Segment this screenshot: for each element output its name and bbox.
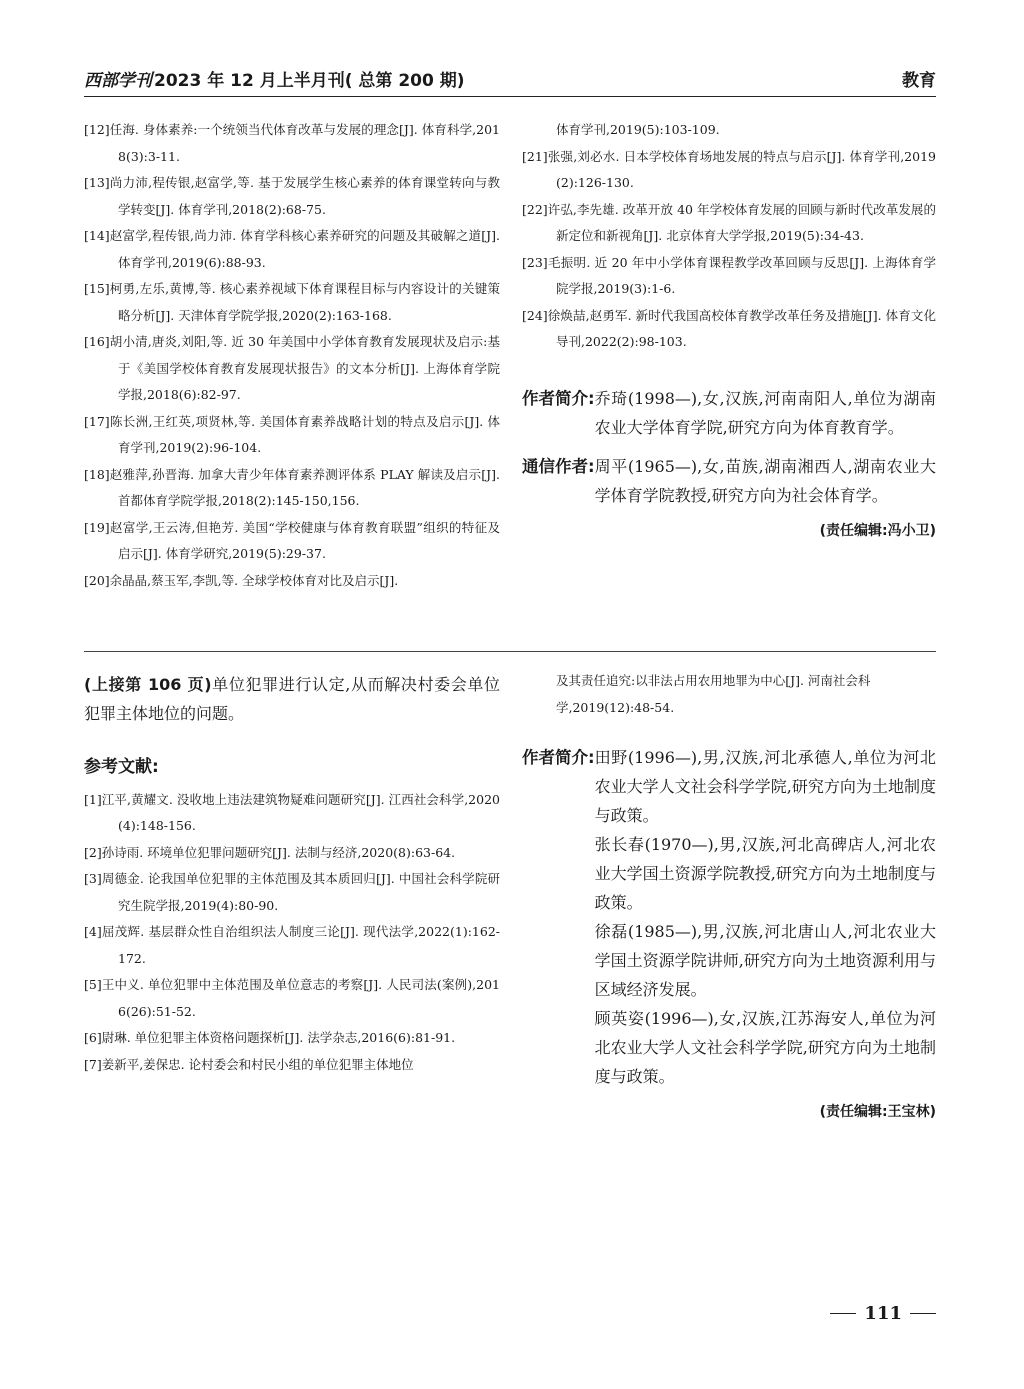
journal-logo: 西部学刊 xyxy=(84,71,152,91)
bottom-right-column xyxy=(522,668,936,1126)
reference-item: [20]余晶晶,蔡玉军,李凯,等. 全球学校体育对比及启示[J]. xyxy=(84,572,399,588)
top-right-column xyxy=(522,117,936,544)
reference-item: [18]赵雅萍,孙晋海. 加拿大青少年体育素养测评体系 PLAY 解读及启示[J]. 首都体育学院学报,2018(2):145-150,156. xyxy=(84,466,500,508)
reference-item: [16]胡小清,唐炎,刘阳,等. 近 30 年美国中小学体育教育发展现状及启示:基于《美国学校体育教育发展现状报告》的文本分析[J]. 上海体育学院学报,2018(6):82-97. xyxy=(84,334,500,402)
corresponding-author-text: 周平(1965—),女,苗族,湖南湘西人,湖南农业大学体育学院教授,研究方向为社会体育学。 xyxy=(594,456,936,505)
reference-item: [21]张强,刘必水. 日本学校体育场地发展的特点与启示[J]. 体育学刊,2019(2):126-130. xyxy=(522,148,936,190)
author-bio-entry: 田野(1996—),男,汉族,河北承德人,单位为河北农业大学人文社会科学学院,研究方向为土地制度与政策。 xyxy=(594,748,936,825)
author-bio xyxy=(522,384,936,442)
author-bio-label: 作者简介: xyxy=(522,388,595,408)
reference-item: [3]周德金. 论我国单位犯罪的主体范围及其本质回归[J]. 中国社会科学院研究生院学报,2019(4):80-90. xyxy=(84,871,500,913)
reference-item: [17]陈长洲,王红英,项贤林,等. 美国体育素养战略计划的特点及启示[J]. 体育学刊,2019(2):96-104. xyxy=(84,413,500,455)
continued-body: 单位犯罪进行认定,从而解决村委会单位犯罪主体地位的问题。 xyxy=(84,675,500,723)
reference-item: [12]任海. 身体素养:一个统领当代体育改革与发展的理念[J]. 体育科学,2018(3):3-11. xyxy=(84,122,500,164)
reference-item: [5]王中义. 单位犯罪中主体范围及单位意志的考察[J]. 人民司法(案例),2016(26):51-52. xyxy=(84,977,500,1019)
reference-item: [4]屈茂辉. 基层群众性自治组织法人制度三论[J]. 现代法学,2022(1):162-172. xyxy=(84,924,500,966)
reference-item: [7]姜新平,姜保忠. 论村委会和村民小组的单位犯罪主体地位 xyxy=(84,1056,414,1072)
reference-item: [23]毛振明. 近 20 年中小学体育课程教学改革回顾与反思[J]. 上海体育学院学报,2019(3):1-6. xyxy=(522,254,936,296)
running-header xyxy=(84,66,936,97)
reference-item: [22]许弘,李先雄. 改革开放 40 年学校体育发展的回顾与新时代改革发展的新定位和新视角[J]. 北京体育大学学报,2019(5):34-43. xyxy=(522,201,936,243)
reference-item: [14]赵富学,程传银,尚力沛. 体育学科核心素养研究的问题及其破解之道[J]. 体育学刊,2019(6):88-93. xyxy=(84,228,500,270)
bottom-left-column xyxy=(84,670,500,1078)
page-number-value: 111 xyxy=(864,1303,902,1324)
author-bio-entry: 顾英姿(1996—),女,汉族,江苏海安人,单位为河北农业大学人文社会科学学院,研究方向为土地制度与政策。 xyxy=(594,1009,936,1086)
reference-item: [13]尚力沛,程传银,赵富学,等. 基于发展学生核心素养的体育课堂转向与教学转变[J]. 体育学刊,2018(2):68-75. xyxy=(84,175,500,217)
corresponding-author-label: 通信作者: xyxy=(522,456,595,476)
journal-title xyxy=(84,66,465,96)
continued-text xyxy=(84,670,500,728)
corresponding-author xyxy=(522,452,936,510)
journal-issue: 2023 年 12 月上半月刊( 总第 200 期) xyxy=(154,71,465,91)
references-heading: 参考文献: xyxy=(84,757,159,777)
reference-continuation: 及其责任追究:以非法占用农用地罪为中心[J]. 河南社会科学,2019(12):48-54. xyxy=(556,673,871,715)
reference-item: [2]孙诗雨. 环境单位犯罪问题研究[J]. 法制与经济,2020(8):63-64. xyxy=(84,844,456,860)
page-number-dash-left xyxy=(830,1313,856,1314)
author-bio-entry: 张长春(1970—),男,汉族,河北高碑店人,河北农业大学国土资源学院教授,研究方向为土地制度与政策。 xyxy=(594,835,936,912)
section-name: 教育 xyxy=(902,71,936,91)
reference-item: [1]江平,黄耀文. 没收地上违法建筑物疑难问题研究[J]. 江西社会科学,2020(4):148-156. xyxy=(84,791,500,833)
page-number-dash-right xyxy=(910,1313,936,1314)
author-bio-entry: 徐磊(1985—),男,汉族,河北唐山人,河北农业大学国土资源学院讲师,研究方向为土地资源利用与区域经济发展。 xyxy=(594,922,936,999)
author-bio-text: 乔琦(1998—),女,汉族,河南南阳人,单位为湖南农业大学体育学院,研究方向为体育教育学。 xyxy=(594,388,936,437)
author-bio-list xyxy=(595,743,936,1091)
reference-item: [24]徐焕喆,赵勇军. 新时代我国高校体育教学改革任务及措施[J]. 体育文化导刊,2022(2):98-103. xyxy=(522,307,936,349)
section-divider xyxy=(84,651,936,652)
reference-item: [19]赵富学,王云涛,但艳芳. 美国“学校健康与体育教育联盟”组织的特征及启示[J]. 体育学研究,2019(5):29-37. xyxy=(84,519,500,561)
continued-from-label: (上接第 106 页) xyxy=(84,675,212,694)
top-left-column xyxy=(84,117,500,594)
author-bio xyxy=(522,743,936,1091)
editor-credit: (责任编辑:冯小卫) xyxy=(819,522,936,539)
editor-credit: (责任编辑:王宝林) xyxy=(819,1104,936,1120)
reference-item: [15]柯勇,左乐,黄博,等. 核心素养视域下体育课程目标与内容设计的关键策略分析[J]. 天津体育学院学报,2020(2):163-168. xyxy=(84,281,500,323)
reference-continuation: 体育学刊,2019(5):103-109. xyxy=(556,122,720,137)
page-number xyxy=(830,1303,936,1324)
reference-item: [6]尉琳. 单位犯罪主体资格问题探析[J]. 法学杂志,2016(6):81-91. xyxy=(84,1030,456,1045)
author-bio-label: 作者简介: xyxy=(522,748,595,767)
